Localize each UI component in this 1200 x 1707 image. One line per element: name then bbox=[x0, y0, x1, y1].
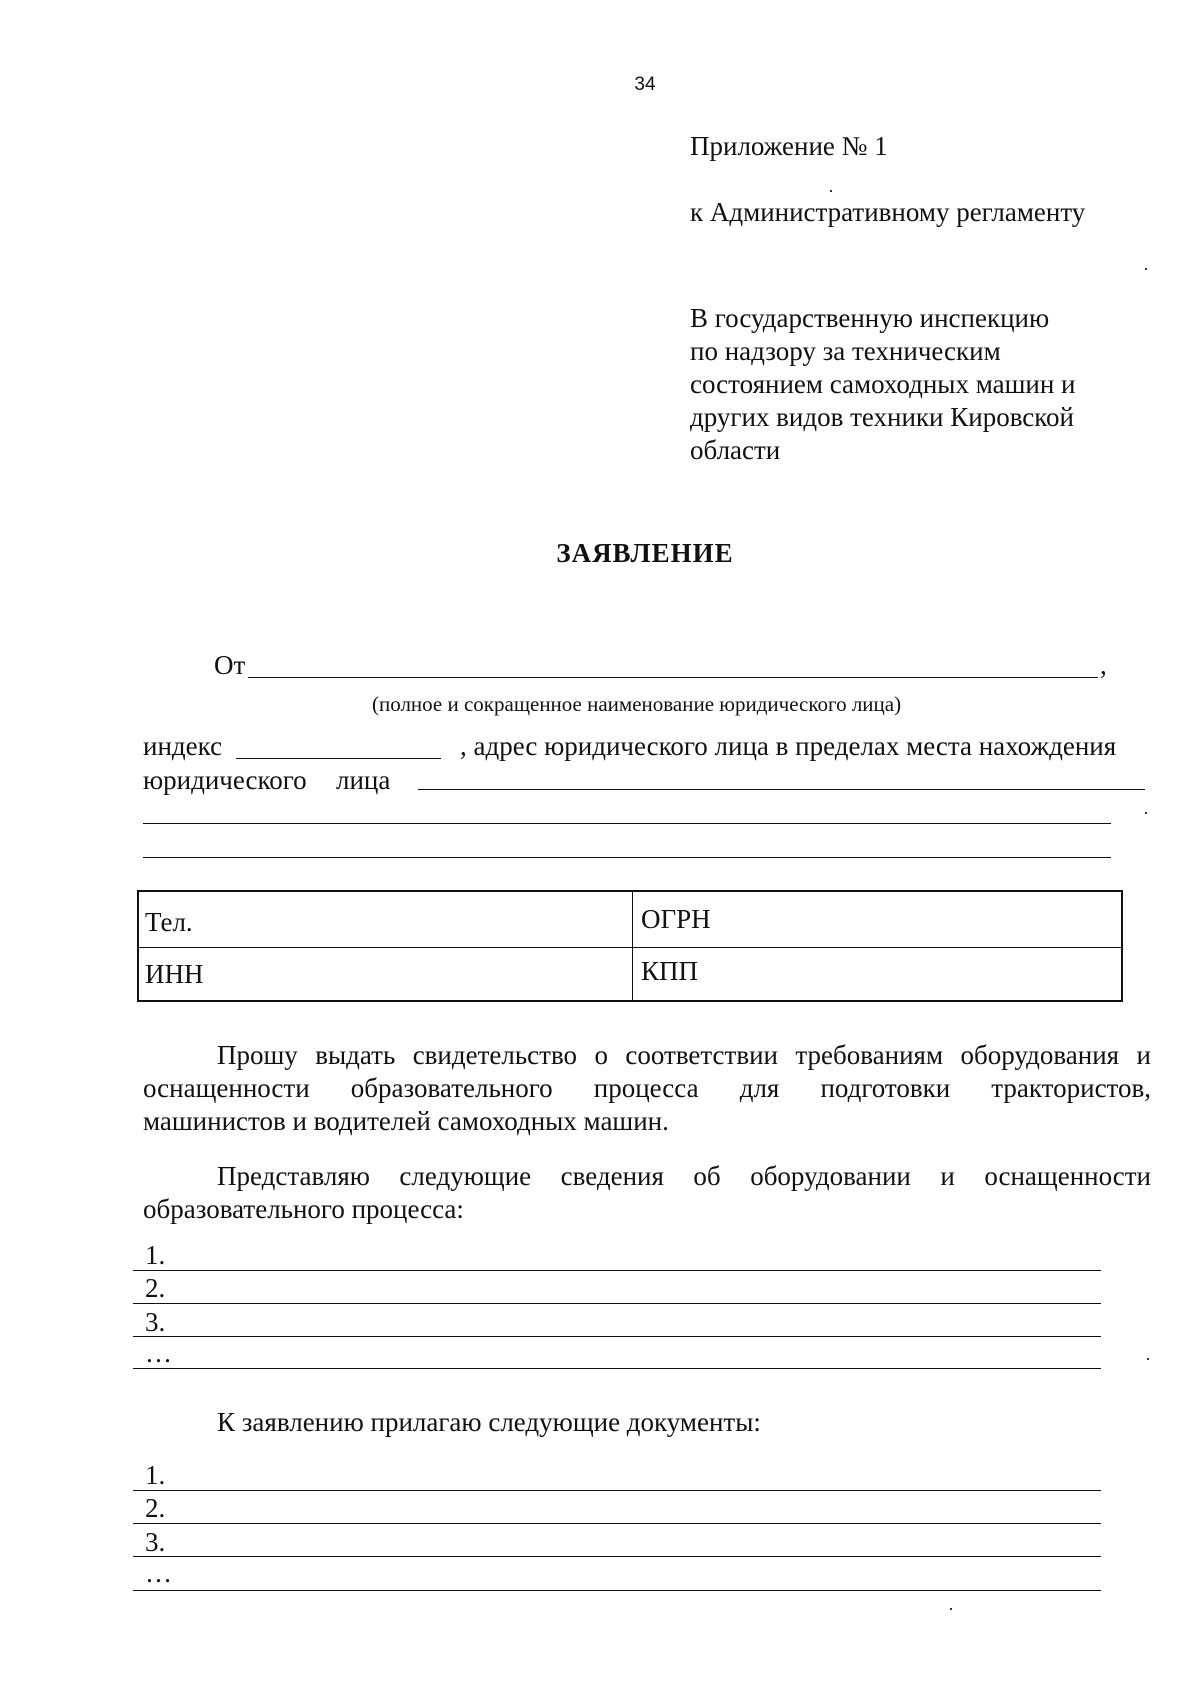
addressee-line: по надзору за техническим bbox=[690, 336, 1001, 366]
paragraph-line: Прошу выдать свидетельство о соответствии требованиям оборудования и bbox=[217, 1040, 1151, 1070]
from-label: От bbox=[214, 650, 246, 680]
scan-speck bbox=[950, 1608, 952, 1610]
tel-label[interactable]: Тел. bbox=[145, 907, 193, 937]
scan-speck bbox=[830, 190, 832, 192]
paragraph-line: Представляю следующие сведения об оборудовании и оснащенности bbox=[217, 1161, 1151, 1191]
from-comma: , bbox=[1100, 650, 1107, 680]
address-label: , адрес юридического лица в пределах места нахождения bbox=[460, 731, 1117, 761]
paragraph-line: образовательного процесса: bbox=[143, 1194, 464, 1224]
addressee-line: области bbox=[690, 435, 781, 465]
scan-speck bbox=[1145, 268, 1147, 270]
list-item-number: 1. bbox=[145, 1240, 166, 1270]
appendix-subtitle: к Административному регламенту bbox=[690, 197, 1086, 227]
list-item-number: 3. bbox=[145, 1527, 166, 1557]
legal-entity-label: юридического bbox=[143, 765, 307, 795]
equipment-paragraph bbox=[143, 1160, 1151, 1226]
document-item-line[interactable] bbox=[133, 1590, 1101, 1591]
list-item-number: 1. bbox=[145, 1460, 166, 1490]
table-divider bbox=[632, 892, 633, 1000]
documents-intro: К заявлению прилагаю следующие документы: bbox=[217, 1407, 761, 1437]
list-item-number: 3. bbox=[145, 1307, 166, 1337]
address-input-line-2[interactable] bbox=[143, 823, 1111, 824]
from-caption: (полное и сокращенное наименование юридического лица) bbox=[372, 692, 902, 716]
addressee-line: других видов техники Кировской bbox=[690, 402, 1074, 432]
list-item-number: … bbox=[145, 1338, 172, 1368]
table-divider bbox=[139, 947, 1121, 948]
legal-entity-label-2: лица bbox=[336, 765, 391, 795]
index-input-line[interactable] bbox=[236, 758, 441, 759]
equipment-item-line[interactable] bbox=[133, 1336, 1101, 1337]
list-item-number: … bbox=[145, 1558, 172, 1588]
document-item-line[interactable] bbox=[133, 1523, 1101, 1524]
address-input-line[interactable] bbox=[418, 789, 1145, 790]
inn-label[interactable]: ИНН bbox=[145, 959, 204, 989]
paragraph-line: машинистов и водителей самоходных машин. bbox=[143, 1106, 669, 1136]
addressee-line: В государственную инспекцию bbox=[690, 303, 1050, 333]
list-item-number: 2. bbox=[145, 1273, 166, 1303]
document-title: ЗАЯВЛЕНИЕ bbox=[556, 538, 734, 568]
ogrn-label[interactable]: ОГРН bbox=[641, 904, 711, 934]
scan-speck bbox=[1147, 1358, 1149, 1360]
requisites-table bbox=[137, 890, 1123, 1002]
kpp-label[interactable]: КПП bbox=[641, 956, 699, 986]
page-number: 34 bbox=[634, 74, 656, 95]
from-input-line[interactable] bbox=[248, 677, 1098, 678]
appendix-title: Приложение № 1 bbox=[690, 131, 888, 161]
equipment-item-line[interactable] bbox=[133, 1270, 1101, 1271]
equipment-item-line[interactable] bbox=[133, 1303, 1101, 1304]
address-input-line-3[interactable] bbox=[143, 857, 1111, 858]
list-item-number: 2. bbox=[145, 1493, 166, 1523]
document-item-line[interactable] bbox=[133, 1490, 1101, 1491]
equipment-item-line[interactable] bbox=[133, 1368, 1101, 1369]
document-item-line[interactable] bbox=[133, 1556, 1101, 1557]
index-label: индекс bbox=[143, 731, 223, 761]
request-paragraph bbox=[143, 1039, 1151, 1138]
paragraph-line: оснащенности образовательного процесса для подготовки трактористов, bbox=[143, 1073, 1151, 1103]
scan-speck bbox=[1145, 812, 1147, 814]
addressee-line: состоянием самоходных машин и bbox=[690, 369, 1076, 399]
